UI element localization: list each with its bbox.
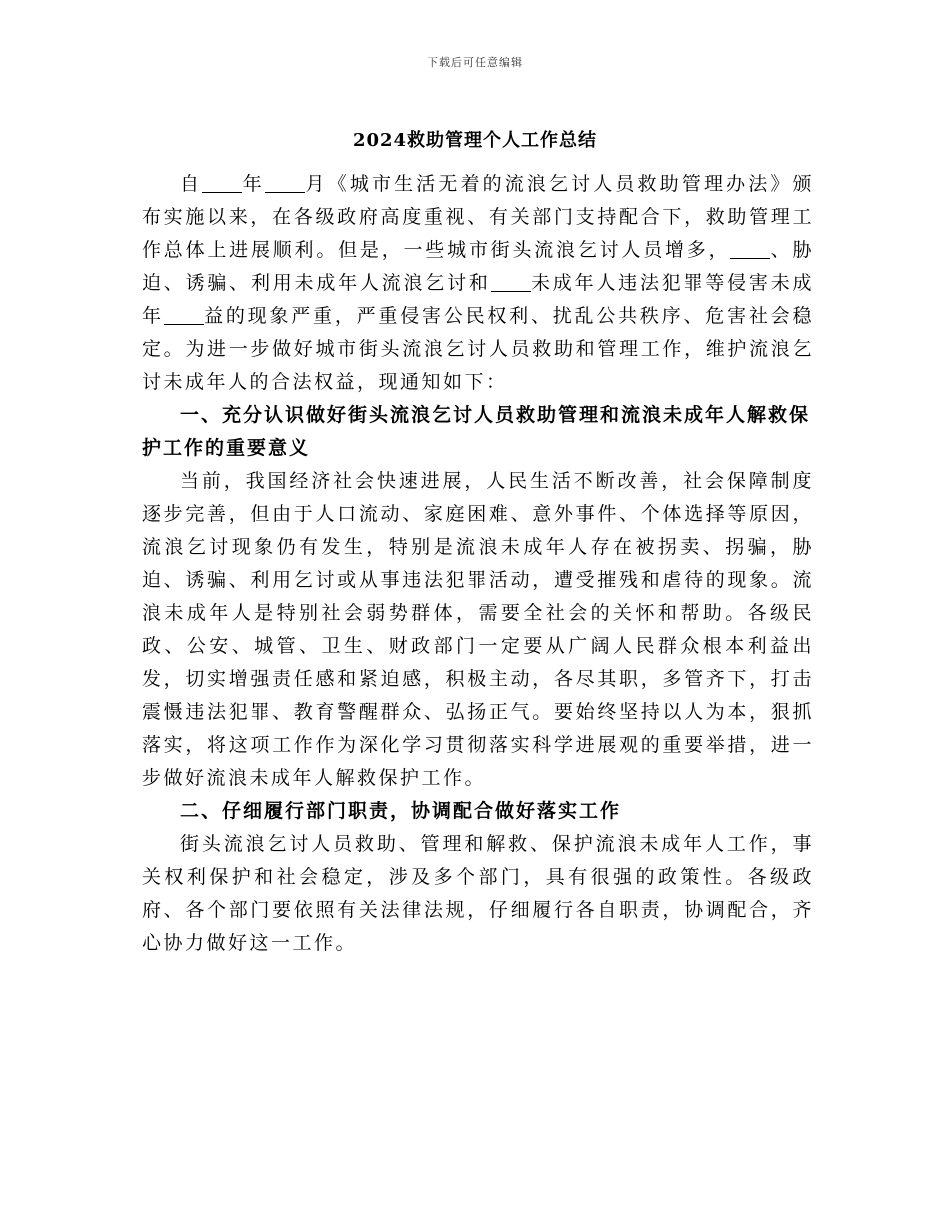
section-1-paragraph: 当前，我国经济社会快速进展，人民生活不断改善，社会保障制度逐步完善，但由于人口流动、家庭困难、意外事件、个体选择等原因，流浪乞讨现象仍有发生，特别是流浪未成年人存在被拐卖、拐骗，胁迫、诱骗、利用乞讨或从事违法犯罪活动，遭受摧残和虐待的现象。流浪未成年人是特别社会弱势群体，需要全社会的关怀和帮助。各级民政、公安、城管、卫生、财政部门一定要从广阔人民群众根本利益出发，切实增强责任感和紧迫感，积极主动，各尽其职，多管齐下，打击震慑违法犯罪、教育警醒群众、弘扬正气。要始终坚持以人为本，狠抓落实，将这项工作作为深化学习贯彻落实科学进展观的重要举措，进一步做好流浪未成年人解救保护工作。 xyxy=(142,470,814,789)
blank-line xyxy=(164,304,204,325)
section-1-heading: 一、充分认识做好街头流浪乞讨人员救助管理和流浪未成年人解救保护工作的重要意义 xyxy=(142,404,811,459)
blank-line xyxy=(202,172,242,193)
section-2-heading: 二、仔细履行部门职责，协调配合做好落实工作 xyxy=(180,800,622,822)
intro-text-1: 自 xyxy=(180,173,203,195)
intro-text-6: 益的现象严重，严重侵害公民权利、扰乱公共秩序、危害社会稳定。为进一步做好城市街头流浪乞讨人员救助和管理工作，维护流浪乞讨未成年人的合法权益，现通知如下： xyxy=(142,305,814,393)
document-title: 2024救助管理个人工作总结 xyxy=(352,130,598,151)
blank-line xyxy=(730,238,770,259)
intro-text-3: 月《城市生活无着的流浪乞讨人员救助管理办法》颁布实施以来，在各级政府高度重视、有关部门支持配合下，救助管理工作总体上进展顺利。但是，一些城市街头流浪乞讨人员增多， xyxy=(142,173,814,261)
blank-line xyxy=(491,271,531,292)
intro-text-2: 年 xyxy=(242,173,265,195)
document-body xyxy=(142,168,814,960)
blank-line xyxy=(265,172,305,193)
header-note: 下载后可任意编辑 xyxy=(427,56,523,69)
intro-text-4: 、胁迫、诱骗、利用未成年人流浪乞讨和 xyxy=(142,239,814,294)
intro-text-5: 未成年人违法犯罪等侵害未成年 xyxy=(142,272,814,327)
section-2-paragraph: 街头流浪乞讨人员救助、管理和解救、保护流浪未成年人工作，事关权利保护和社会稳定，涉及多个部门，具有很强的政策性。各级政府、各个部门要依照有关法律法规，仔细履行各自职责，协调配合，齐心协力做好这一工作。 xyxy=(142,833,814,954)
intro-paragraph xyxy=(142,168,814,399)
